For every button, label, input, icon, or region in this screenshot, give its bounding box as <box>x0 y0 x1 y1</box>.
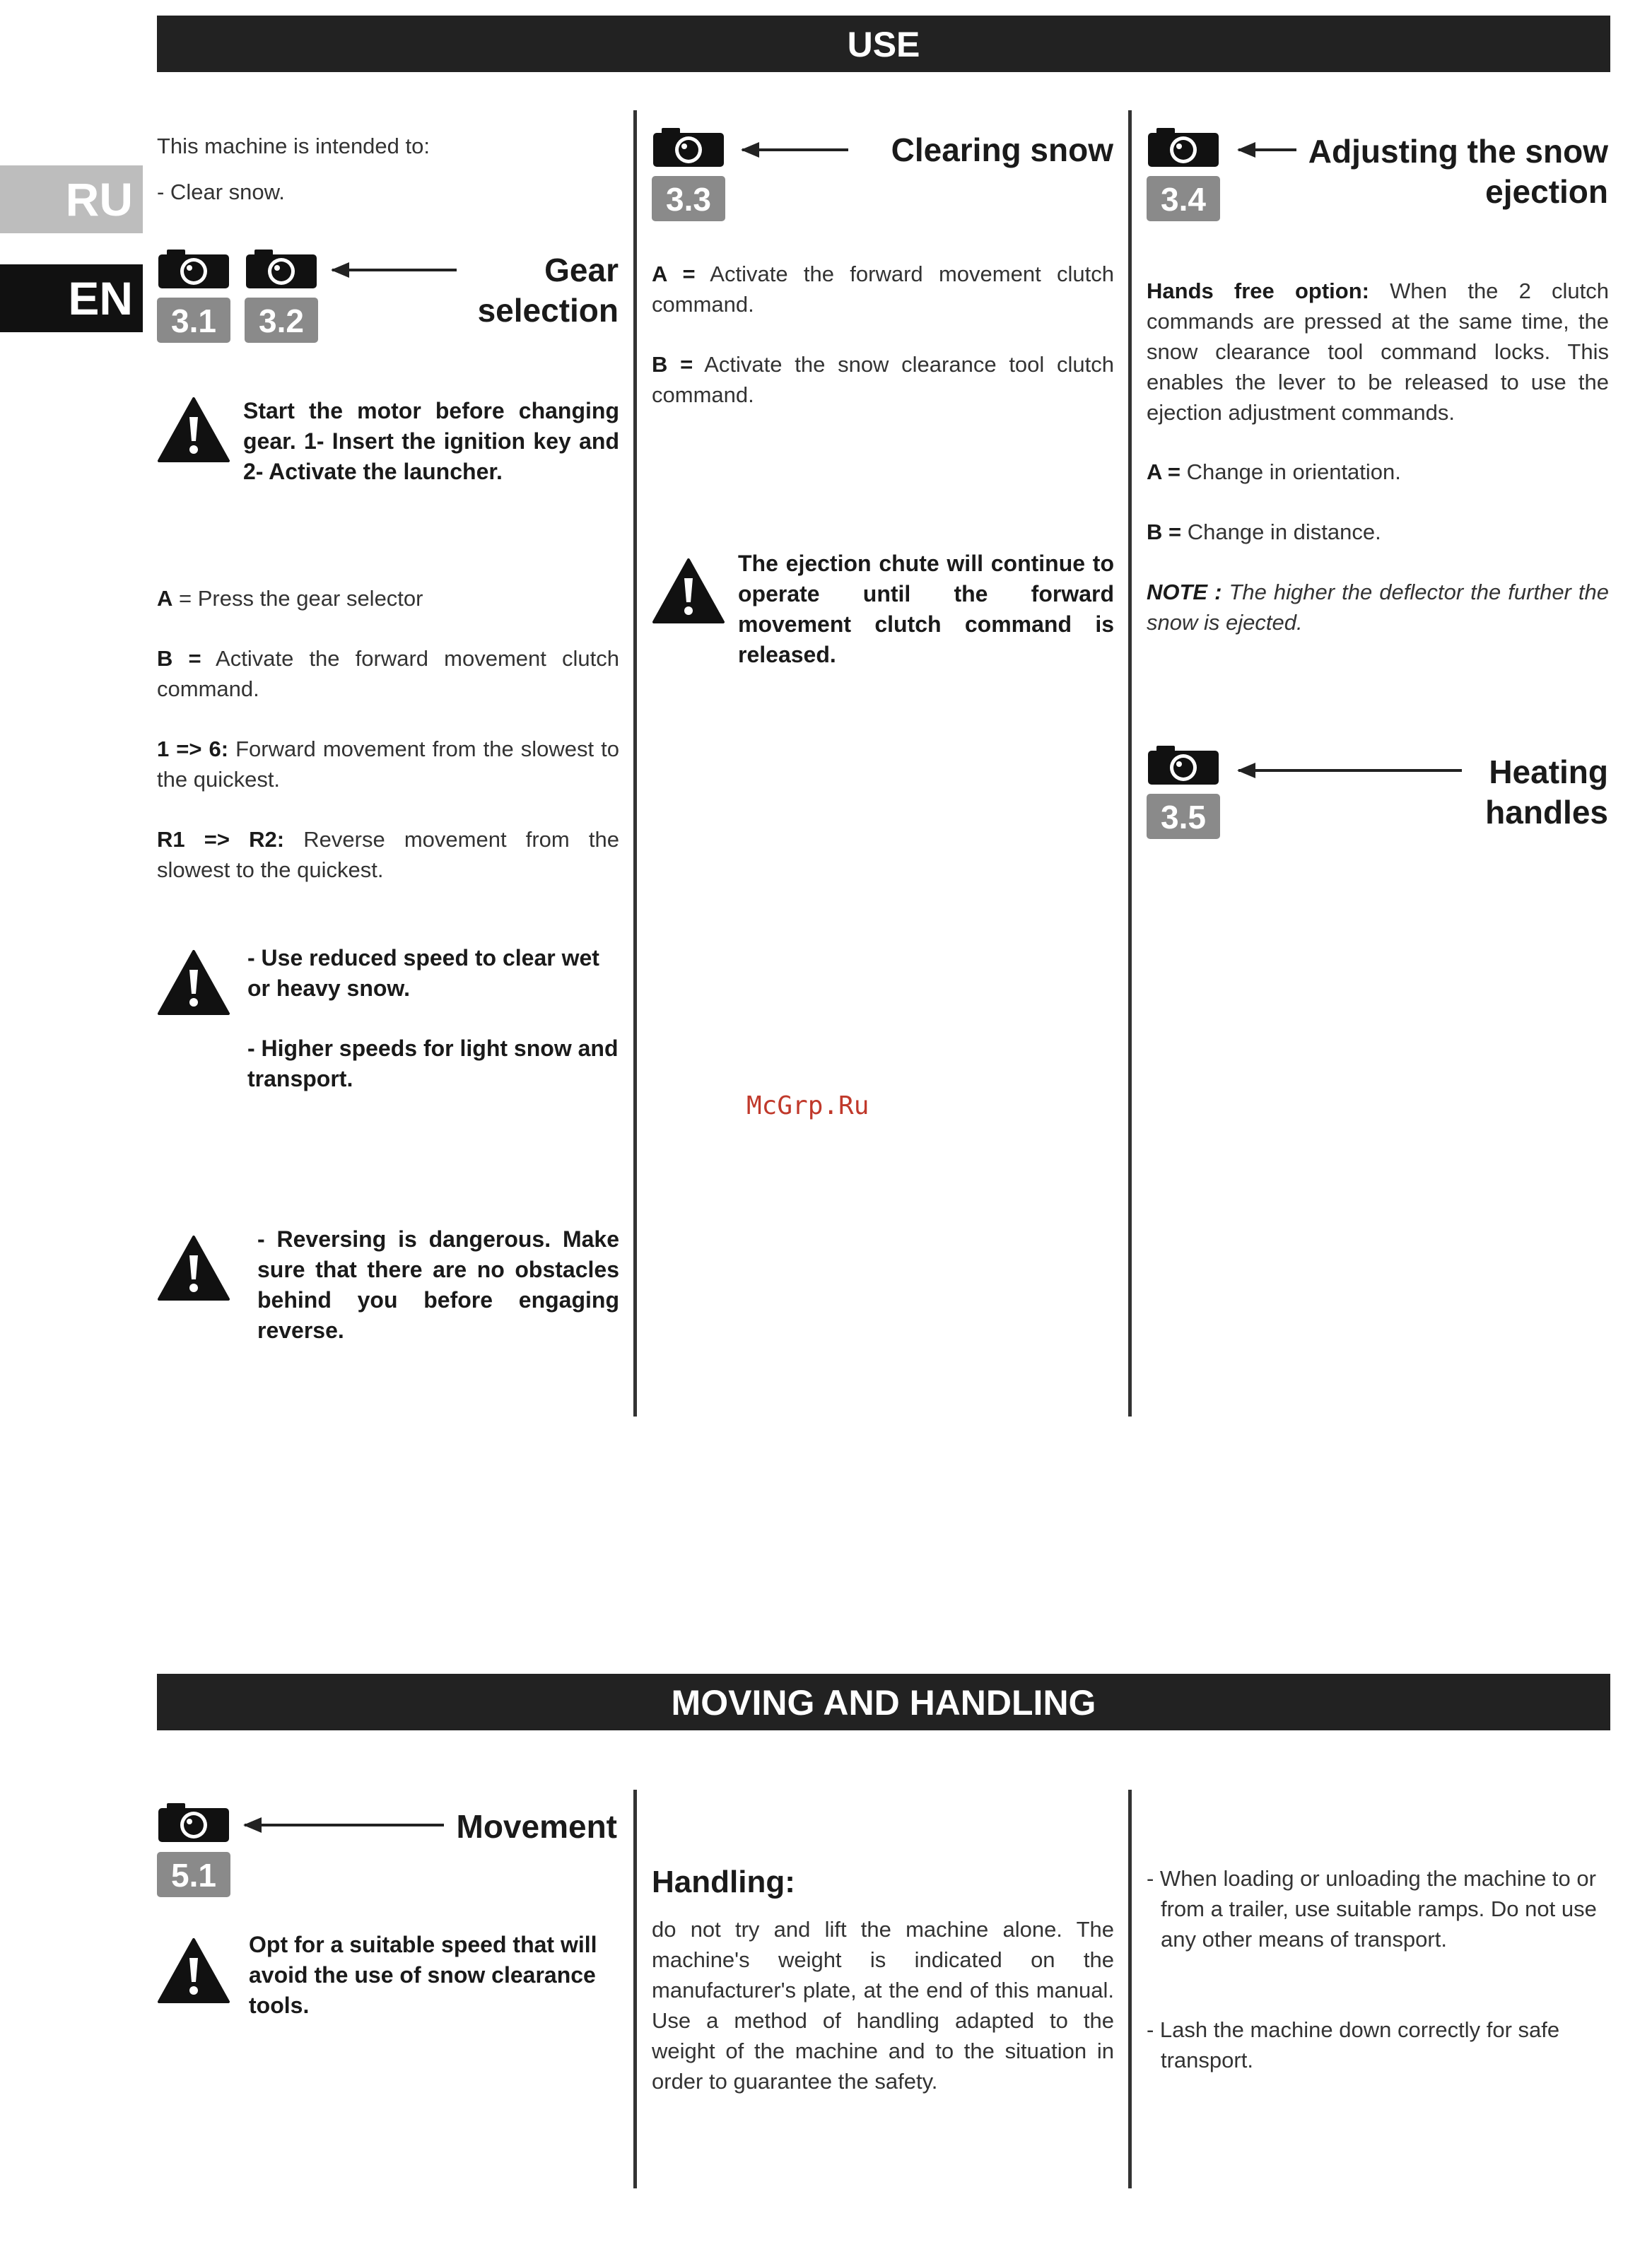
transport-item-1: - When loading or unloading the machine to or from a trailer, use suitable ramps. Do not use any other means of transport. <box>1147 1866 1597 1952</box>
arrow-left-icon <box>742 148 848 151</box>
key-label: Hands free option: <box>1147 278 1369 303</box>
transport-item-2: - Lash the machine down correctly for safe transport. <box>1147 2017 1560 2072</box>
section-heading-heating-handles <box>1485 752 1608 833</box>
heading-line: selection <box>477 292 619 329</box>
intro-text: This machine is intended to: <box>157 134 430 158</box>
key-text: When the 2 clutch commands are pressed at the same time, the snow clearance tool command locks. This enables the lever to be released to use the ejection adjustment commands. <box>1147 278 1610 425</box>
arrow-left-icon <box>332 269 457 271</box>
column-divider <box>1128 110 1132 1417</box>
figure-badge: 3.2 <box>245 298 318 343</box>
arrow-left-icon <box>1238 769 1462 772</box>
key-text: The higher the deflector the further the snow is ejected. <box>1147 580 1609 635</box>
key-text: Activate the forward movement clutch command. <box>652 262 1115 317</box>
section-heading-movement: Movement <box>456 1808 617 1845</box>
key-label: NOTE : <box>1147 580 1222 604</box>
arrow-left-icon <box>245 1824 444 1826</box>
camera-icon <box>1147 126 1220 168</box>
use-section-title: USE <box>157 16 1610 72</box>
column-divider <box>633 1790 637 2188</box>
camera-icon <box>157 247 230 290</box>
heading-line: handles <box>1485 794 1608 831</box>
warning-icon <box>157 1937 230 2005</box>
handling-heading: Handling: <box>652 1865 795 1899</box>
warning-speed-b: - Higher speeds for light snow and transport. <box>247 1036 619 1091</box>
key-label: B = <box>652 352 693 377</box>
ejection-a <box>1147 457 1609 487</box>
key-text: Activate the snow clearance tool clutch command. <box>652 352 1115 407</box>
camera-icon <box>1147 744 1220 786</box>
warning-icon <box>157 1234 230 1302</box>
moving-section-title: MOVING AND HANDLING <box>157 1674 1610 1730</box>
gear-b <box>157 643 619 704</box>
key-text: = Press the gear selector <box>172 586 423 611</box>
key-text: Reverse movement from the slowest to the quickest. <box>157 827 619 882</box>
section-heading-clearing-snow: Clearing snow <box>891 131 1113 168</box>
tab-ru[interactable]: RU <box>0 165 143 233</box>
column-divider <box>1128 1790 1132 2188</box>
section-heading-snow-ejection <box>1308 131 1608 212</box>
column-divider <box>633 110 637 1417</box>
key-text: Forward movement from the slowest to the quickest. <box>157 737 619 792</box>
heading-line: ejection <box>1485 173 1608 210</box>
camera-icon <box>245 247 318 290</box>
key-label: A = <box>652 262 696 286</box>
heading-line: Adjusting the snow <box>1308 133 1608 170</box>
gear-reverse <box>157 824 619 885</box>
gear-a <box>157 583 619 614</box>
warning-ejection-chute: The ejection chute will continue to operate until the forward movement clutch command is released. <box>738 551 1114 667</box>
key-text: Activate the forward movement clutch command. <box>157 646 619 701</box>
tab-en[interactable]: EN <box>0 264 143 332</box>
key-label: B = <box>1147 520 1182 544</box>
key-label: B = <box>157 646 201 671</box>
hands-free-option <box>1147 276 1609 428</box>
warning-speed-a: - Use reduced speed to clear wet or heavy snow. <box>247 945 599 1001</box>
intro-item: - Clear snow. <box>157 180 285 204</box>
heading-line: Heating <box>1489 753 1608 790</box>
key-text: Change in orientation. <box>1180 459 1401 484</box>
section-heading-gear-selection <box>478 250 619 331</box>
camera-icon <box>157 1801 230 1843</box>
warning-icon <box>652 557 725 625</box>
warning-suitable-speed: Opt for a suitable speed that will avoid the use of snow clearance tools. <box>249 1932 597 2018</box>
warning-reversing: - Reversing is dangerous. Make sure that there are no obstacles behind you before engaging reverse. <box>257 1226 619 1343</box>
heading-line: Gear <box>544 252 619 288</box>
arrow-left-icon <box>1238 148 1296 151</box>
figure-badge: 3.5 <box>1147 794 1220 839</box>
key-label: 1 => 6: <box>157 737 229 761</box>
key-label: R1 => R2: <box>157 827 285 852</box>
ejection-b <box>1147 517 1609 547</box>
camera-icon <box>652 126 725 168</box>
key-label: A = <box>1147 459 1181 484</box>
figure-badge: 3.1 <box>157 298 230 343</box>
figure-badge: 3.3 <box>652 176 725 221</box>
warning-icon <box>157 949 230 1016</box>
key-label: A <box>157 586 173 611</box>
clearing-a <box>652 259 1114 319</box>
clearing-b <box>652 349 1114 410</box>
gear-forward <box>157 734 619 794</box>
watermark: McGrp.Ru <box>746 1091 869 1120</box>
figure-badge: 5.1 <box>157 1852 230 1897</box>
handling-text: do not try and lift the machine alone. The machine's weight is indicated on the manufacturer's plate, at the end of this manual. Use a method of handling adapted to the weight of the machine and to the situation in order to guarantee the safety. <box>652 1917 1114 2094</box>
warning-start-motor: Start the motor before changing gear. 1- Insert the ignition key and 2- Activate the launcher. <box>243 398 619 484</box>
warning-icon <box>157 396 230 464</box>
key-text: Change in distance. <box>1181 520 1381 544</box>
figure-badge: 3.4 <box>1147 176 1220 221</box>
ejection-note <box>1147 577 1609 638</box>
